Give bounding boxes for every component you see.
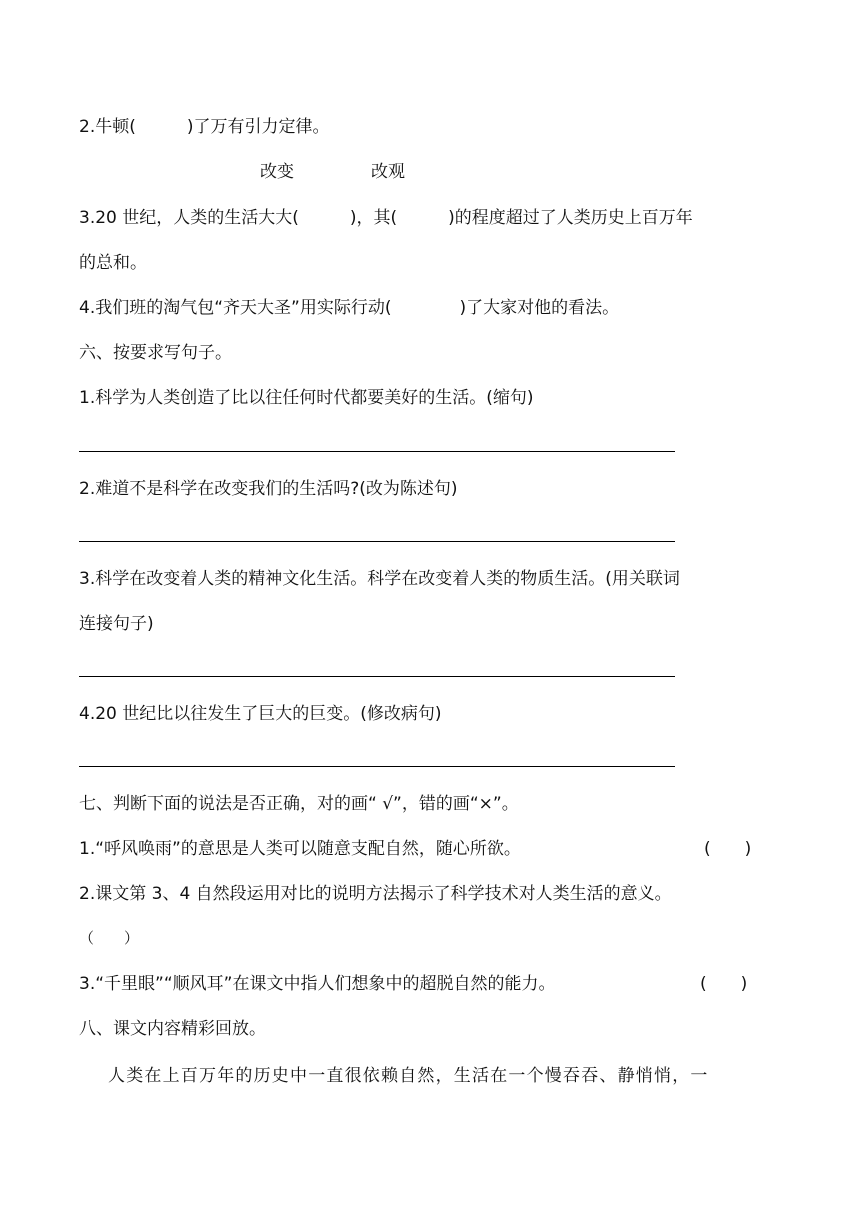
answer-bracket-7-3[interactable]: ( ): [700, 974, 748, 994]
question-5-3-line-1: 3.20 世纪，人类的生活大大( )，其( )的程度超过了人类历史上百万年: [79, 208, 693, 228]
question-6-1: 1.科学为人类创造了比以往任何时代都要美好的生活。(缩句): [79, 388, 534, 408]
word-option-2: 改观: [371, 162, 405, 182]
question-5-2: 2.牛顿( )了万有引力定律。: [79, 117, 330, 137]
answer-line-6-4[interactable]: [79, 766, 675, 767]
passage-text: 人类在上百万年的历史中一直很依赖自然，生活在一个慢吞吞、静悄悄，一: [108, 1066, 709, 1086]
word-option-1: 改变: [260, 162, 294, 182]
answer-line-6-1[interactable]: [79, 451, 675, 452]
question-7-1: 1.“呼风唤雨”的意思是人类可以随意支配自然，随心所欲。: [79, 839, 521, 859]
answer-line-6-3[interactable]: [79, 676, 675, 677]
section-8-heading: 八、课文内容精彩回放。: [79, 1019, 266, 1039]
answer-line-6-2[interactable]: [79, 541, 675, 542]
answer-bracket-7-2[interactable]: （ ）: [79, 929, 140, 947]
question-5-3-line-2: 的总和。: [79, 253, 147, 273]
section-6-heading: 六、按要求写句子。: [79, 343, 232, 363]
question-6-4: 4.20 世纪比以往发生了巨大的巨变。(修改病句): [79, 704, 442, 724]
answer-bracket-7-1[interactable]: ( ): [704, 839, 752, 859]
question-6-3-line-1: 3.科学在改变着人类的精神文化生活。科学在改变着人类的物质生活。(用关联词: [79, 569, 680, 589]
section-7-heading: 七、判断下面的说法是否正确，对的画“ √”，错的画“×”。: [79, 794, 519, 814]
question-7-2: 2.课文第 3、4 自然段运用对比的说明方法揭示了科学技术对人类生活的意义。: [79, 884, 672, 904]
question-6-2: 2.难道不是科学在改变我们的生活吗?(改为陈述句): [79, 479, 458, 499]
question-6-3-line-2: 连接句子): [79, 614, 154, 634]
question-5-4: 4.我们班的淘气包“齐天大圣”用实际行动( )了大家对他的看法。: [79, 298, 620, 318]
question-7-3: 3.“千里眼”“顺风耳”在课文中指人们想象中的超脱自然的能力。: [79, 974, 556, 994]
